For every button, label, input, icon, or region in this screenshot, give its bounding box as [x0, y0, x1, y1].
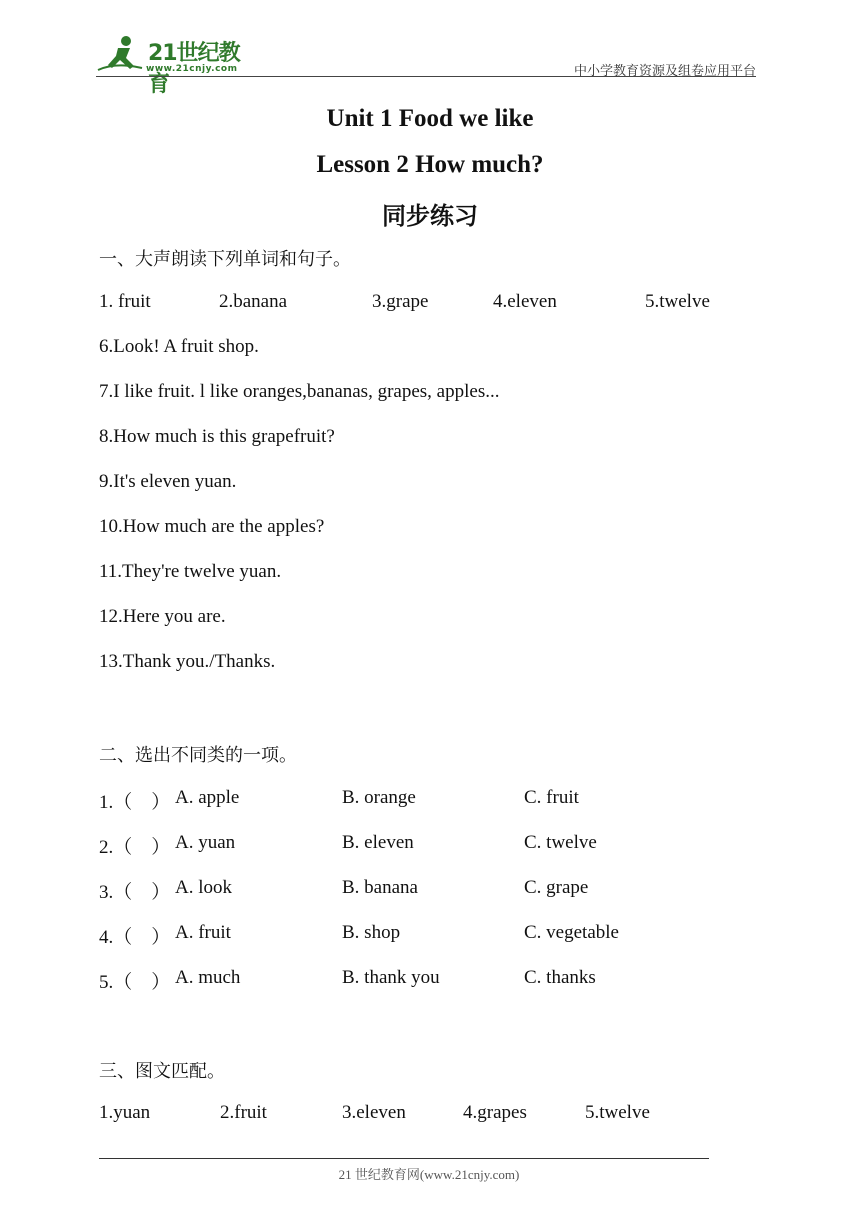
option-a: A. fruit	[175, 922, 231, 943]
sentence-item: 12.Here you are.	[99, 606, 226, 627]
option-b: B. thank you	[342, 967, 440, 988]
option-a: A. apple	[175, 787, 240, 808]
match-word: 2.fruit	[220, 1102, 267, 1123]
section1-heading: 一、大声朗读下列单词和句子。	[99, 249, 351, 270]
word-item: 5.twelve	[645, 291, 710, 312]
sentence-item: 13.Thank you./Thanks.	[99, 651, 276, 672]
header-divider	[96, 76, 756, 77]
option-c: C. grape	[524, 877, 589, 898]
sentence-item: 7.I like fruit. l like oranges,bananas, grapes, apples...	[99, 381, 500, 402]
option-c: C. fruit	[524, 787, 579, 808]
match-word: 1.yuan	[99, 1102, 151, 1123]
option-b: B. shop	[342, 922, 401, 943]
sentence-item: 10.How much are the apples?	[99, 516, 325, 537]
question-number: 5.（ ）	[99, 972, 171, 993]
option-a: A. look	[175, 877, 232, 898]
question-number: 3.（ ）	[99, 882, 171, 903]
option-a: A. much	[175, 967, 241, 988]
runner-logo-icon	[96, 34, 146, 74]
word-item: 4.eleven	[493, 291, 557, 312]
option-b: B. orange	[342, 787, 416, 808]
section2-heading: 二、选出不同类的一项。	[99, 745, 297, 766]
match-word: 5.twelve	[585, 1102, 650, 1123]
section3-heading: 三、图文匹配。	[99, 1061, 225, 1082]
word-item: 3.grape	[372, 291, 429, 312]
match-word: 3.eleven	[342, 1102, 406, 1123]
footer-text: 21 世纪教育网(www.21cnjy.com)	[338, 1167, 520, 1182]
sentence-item: 11.They're twelve yuan.	[99, 561, 282, 582]
word-item: 1. fruit	[99, 291, 151, 312]
option-c: C. thanks	[524, 967, 596, 988]
page-header	[96, 30, 756, 97]
sentence-item: 6.Look! A fruit shop.	[99, 336, 259, 357]
platform-text: 中小学教育资源及组卷应用平台	[573, 64, 756, 79]
option-c: C. twelve	[524, 832, 597, 853]
logo	[96, 34, 256, 97]
practice-title: 同步练习	[382, 202, 478, 230]
word-item: 2.banana	[219, 291, 288, 312]
footer-divider	[99, 1158, 709, 1159]
logo-url: www.21cnjy.com	[146, 64, 238, 74]
sentence-item: 8.How much is this grapefruit?	[99, 426, 335, 447]
option-b: B. eleven	[342, 832, 414, 853]
question-number: 4.（ ）	[99, 927, 171, 948]
match-word: 4.grapes	[463, 1102, 527, 1123]
option-b: B. banana	[342, 877, 418, 898]
logo-text: 21世纪教育	[148, 41, 240, 97]
question-number: 2.（ ）	[99, 837, 171, 858]
sentence-item: 9.It's eleven yuan.	[99, 471, 237, 492]
lesson-title: Lesson 2 How much?	[316, 151, 544, 178]
unit-title: Unit 1 Food we like	[326, 105, 534, 132]
option-c: C. vegetable	[524, 922, 619, 943]
option-a: A. yuan	[175, 832, 236, 853]
question-number: 1.（ ）	[99, 792, 171, 813]
